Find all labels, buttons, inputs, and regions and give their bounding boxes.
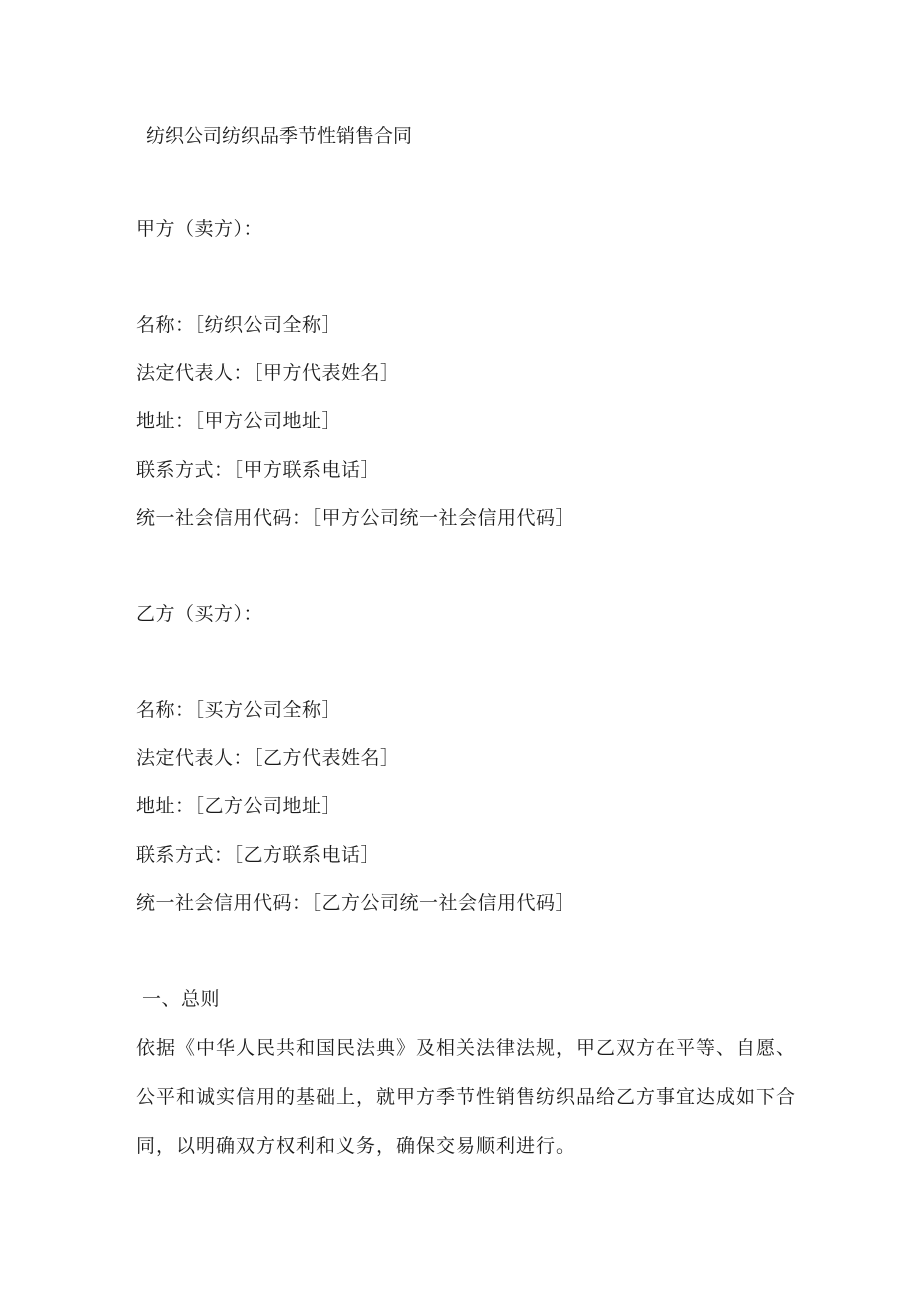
party-a-credit-code: 统一社会信用代码：［甲方公司统一社会信用代码］ (136, 507, 576, 529)
party-b-heading: 乙方（买方）： (136, 603, 264, 625)
section-1-heading: 一、总则 (142, 988, 221, 1010)
party-b-credit-code: 统一社会信用代码：［乙方公司统一社会信用代码］ (136, 892, 576, 914)
document-title: 纺织公司纺织品季节性销售合同 (146, 125, 413, 147)
party-b-legal-rep: 法定代表人：［乙方代表姓名］ (136, 747, 400, 769)
party-a-contact: 联系方式：［甲方联系电话］ (136, 459, 381, 481)
party-a-legal-rep: 法定代表人：［甲方代表姓名］ (136, 362, 400, 384)
party-a-address: 地址：［甲方公司地址］ (136, 410, 342, 432)
party-b-name: 名称：［买方公司全称］ (136, 699, 342, 721)
party-a-heading: 甲方（卖方）： (136, 218, 264, 240)
party-b-contact: 联系方式：［乙方联系电话］ (136, 844, 381, 866)
section-1-body: 依据《中华人民共和国民法典》及相关法律法规，甲乙双方在平等、自愿、公平和诚实信用的基础上，就甲方季节性销售纺织品给乙方事宜达成如下合同，以明确双方权利和义务，确保交易顺利进行。 (136, 1037, 797, 1157)
party-a-name: 名称：［纺织公司全称］ (136, 314, 342, 336)
party-b-address: 地址：［乙方公司地址］ (136, 795, 342, 817)
